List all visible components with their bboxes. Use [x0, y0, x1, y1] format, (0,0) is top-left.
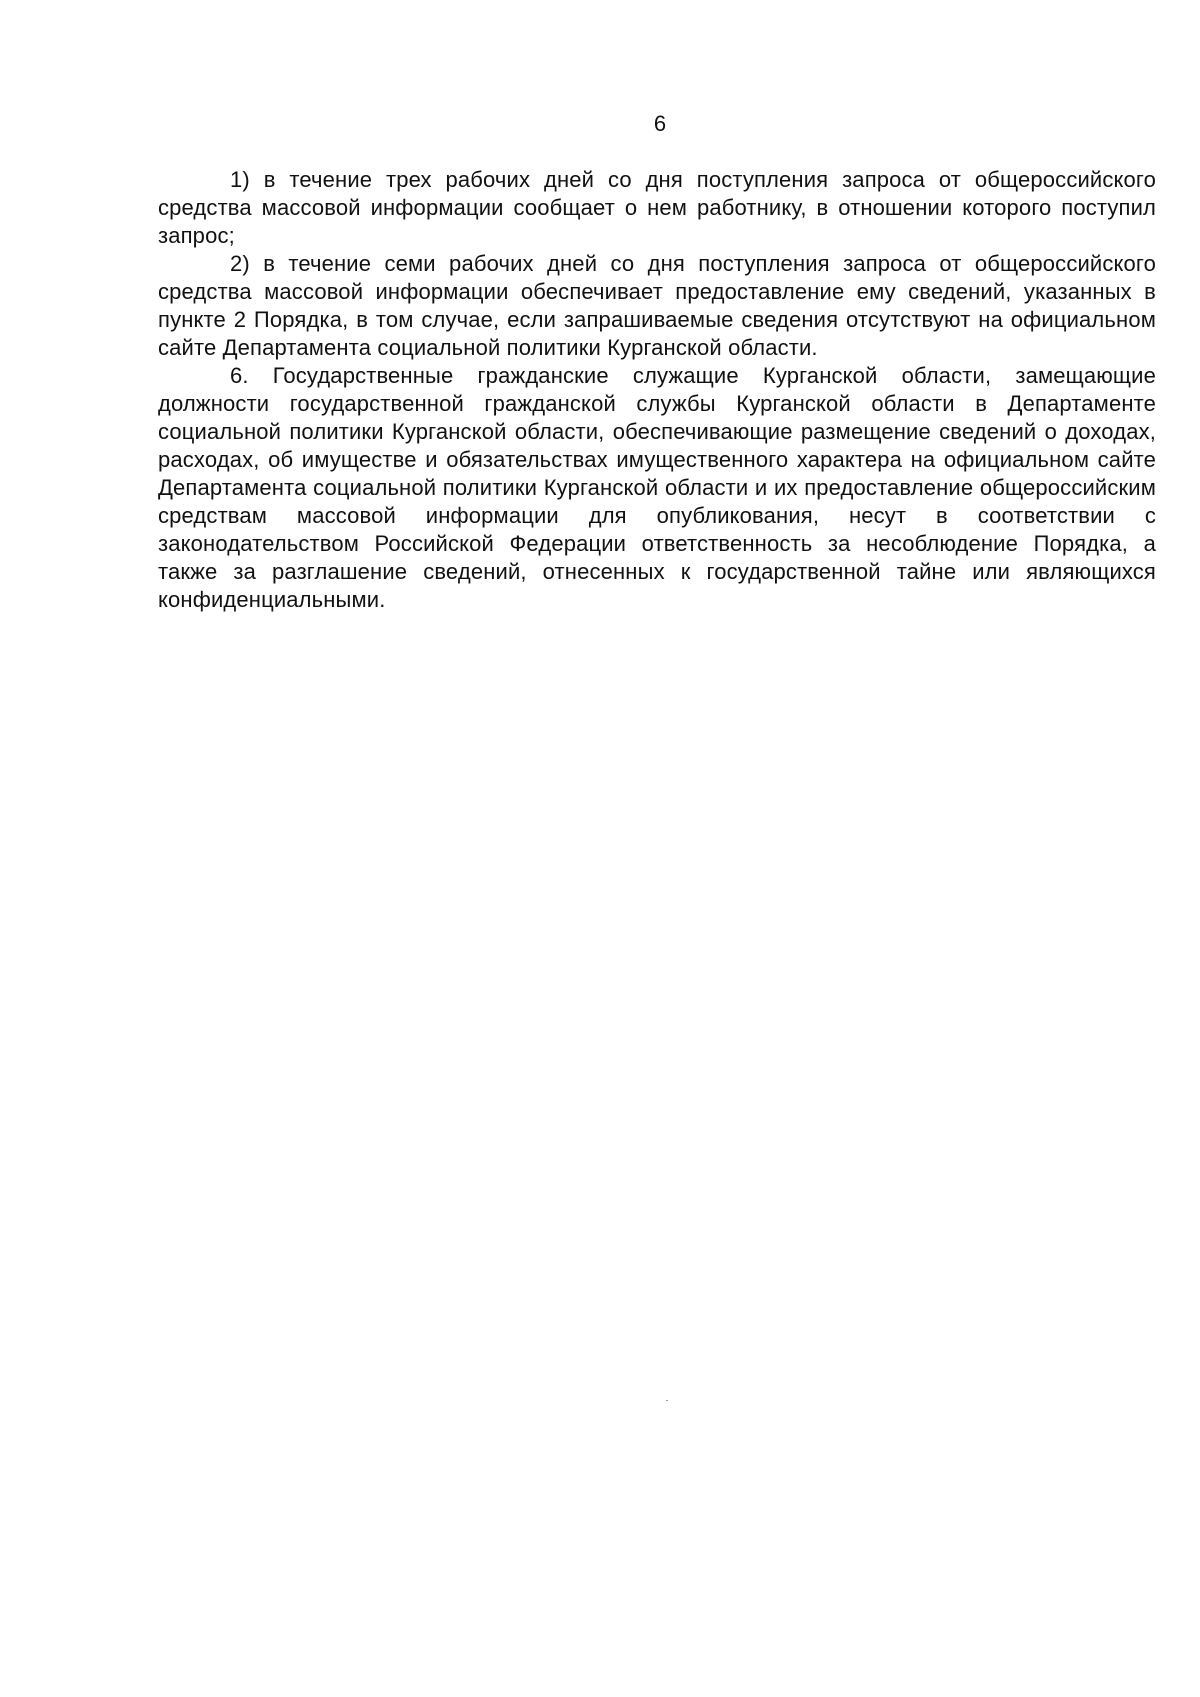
- paragraph-section-6: 6. Государственные гражданские служащие Курганской области, замещающие должности государственной гражданской службы Курганской области в Департаменте социальной политики Курганской области, обеспечивающие размещение сведений о доходах, расходах, об имуществе и обязательствах имущественного характера на официальном сайте Департамента социальной политики Курганской области и их предоставление общероссийским средствам массовой информации для опубликования, несут в соответствии с законодательством Российской Федерации ответственность за несоблюдение Порядка, а также за разглашение сведений, отнесенных к государственной тайне или являющихся конфиденциальными.: [158, 363, 1156, 612]
- paragraph-item-1: 1) в течение трех рабочих дней со дня поступления запроса от общероссийского средства массовой информации сообщает о нем работнику, в отношении которого поступил запрос;: [158, 167, 1156, 248]
- paragraph-item-2: 2) в течение семи рабочих дней со дня поступления запроса от общероссийского средства массовой информации обеспечивает предоставление ему сведений, указанных в пункте 2 Порядка, в том случае, если запрашиваемые сведения отсутствуют на официальном сайте Департамента социальной политики Курганской области.: [158, 251, 1156, 360]
- scan-artifact: [666, 1400, 668, 1401]
- document-body: [158, 166, 1156, 614]
- page-number: 6: [653, 111, 667, 136]
